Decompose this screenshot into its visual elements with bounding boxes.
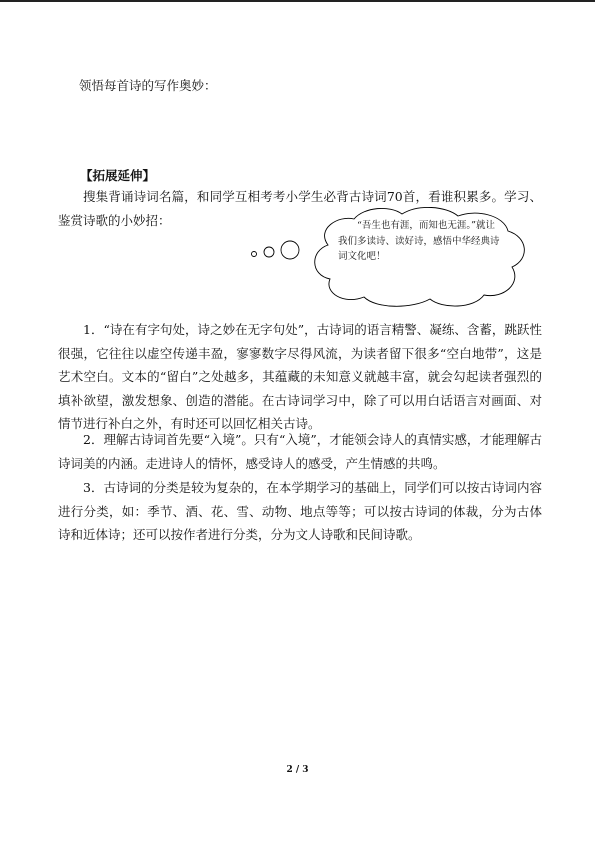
tip-1: 1．“诗在有字句处，诗之妙在无字句处”，古诗词的语言精警、凝练、含蓄，跳跃性很强，它往往以虚空传递丰盈，寥寥数字尽得风流，为读者留下很多“空白地带”，这是艺术空白。文本的“留白”之处越多，其蕴藏的未知意义就越丰富，就会勾起读者强烈的填补欲望，激发想象、创造的潜能。在古诗词学习中，除了可以用白话语言对画面、对情节进行补白之外，有时还可以回忆相关古诗。: [58, 322, 542, 431]
section-heading: 【拓展延伸】: [80, 168, 156, 183]
extension-lead: 搜集背诵诗词名篇，和同学互相考考小学生必背古诗词70首，看谁积累多。学习、鉴赏诗歌的小妙招：: [58, 189, 542, 228]
thought-dot-large: [281, 241, 299, 259]
top-border: [0, 0, 595, 2]
tip-2: 2．理解古诗词首先要“入境”。只有“入境”，才能领会诗人的真情实感，才能理解古诗词美的内涵。走进诗人的情怀，感受诗人的感受，产生情感的共鸣。: [58, 432, 542, 471]
thought-dot-medium: [264, 247, 274, 257]
thought-dot-small: [252, 252, 257, 257]
tip-3: 3．古诗词的分类是较为复杂的，在本学期学习的基础上，同学们可以按古诗词内容进行分类，如：季节、酒、花、雪、动物、地点等等；可以按古诗词的体裁，分为古体诗和近体诗；还可以按作者进行分类，分为文人诗歌和民间诗歌。: [58, 480, 542, 542]
page-number: 2 / 3: [286, 765, 309, 775]
cloud-quote: “吾生也有涯，而知也无涯。”就让我们多读诗、读好诗，感悟中华经典诗词文化吧！: [338, 220, 500, 262]
intro-line: 领悟每首诗的写作奥妙：: [79, 78, 217, 93]
